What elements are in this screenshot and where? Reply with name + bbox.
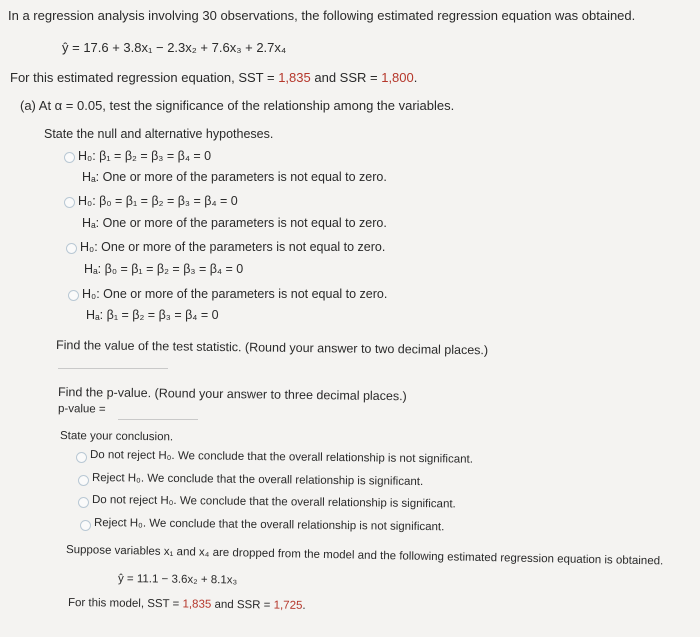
- hypotheses-prompt: State the null and alternative hypotheses.: [44, 127, 274, 141]
- hypothesis-option-3-radio[interactable]: [66, 243, 77, 254]
- sst-value: 1,835: [278, 70, 311, 85]
- model-sst-ssr-statement: [68, 597, 306, 612]
- model-sst-value: 1,835: [182, 598, 212, 611]
- reduced-regression-equation: ŷ = 11.1 − 3.6x₂ + 8.1x₃: [117, 573, 238, 587]
- hypothesis-option-4-h0: H₀: One or more of the parameters is not equal to zero.: [82, 287, 388, 301]
- sst-ssr-statement: [10, 70, 417, 85]
- hypothesis-option-3-ha: Hₐ: β₀ = β₁ = β₂ = β₃ = β₄ = 0: [84, 262, 244, 276]
- ssr-mid: and SSR =: [310, 70, 382, 85]
- part-a-question: (a) At α = 0.05, test the significance of the relationship among the variables.: [20, 98, 455, 113]
- test-statistic-input[interactable]: [58, 368, 168, 369]
- conclusion-option-1-text: Do not reject H₀. We conclude that the overall relationship is not significant.: [89, 449, 474, 466]
- hypothesis-option-1-ha: Hₐ: One or more of the parameters is not equal to zero.: [82, 170, 387, 184]
- ssr-end: .: [413, 70, 418, 85]
- model-ssr-end: .: [302, 599, 306, 612]
- conclusion-option-2-text: Reject H₀. We conclude that the overall relationship is significant.: [91, 472, 424, 489]
- dropped-variables-text: Suppose variables x₁ and x₄ are dropped from the model and the following estimated regression equation is obtained.: [65, 544, 664, 568]
- intro-text: In a regression analysis involving 30 observations, the following estimated regression equation was obtained.: [8, 8, 636, 23]
- hypothesis-option-2-ha: Hₐ: One or more of the parameters is not equal to zero.: [82, 216, 387, 230]
- hypothesis-option-4-ha: Hₐ: β₁ = β₂ = β₃ = β₄ = 0: [86, 308, 219, 322]
- model-sst-prefix: For this model, SST =: [67, 597, 183, 611]
- conclusion-option-4-radio[interactable]: [80, 520, 91, 531]
- pvalue-prompt: Find the p-value. (Round your answer to three decimal places.): [57, 385, 407, 404]
- hypothesis-option-1-h0: H₀: β₁ = β₂ = β₃ = β₄ = 0: [78, 149, 212, 163]
- model-ssr-value: 1,725: [273, 599, 303, 612]
- hypothesis-option-4-radio[interactable]: [68, 290, 79, 301]
- conclusion-option-3-radio[interactable]: [78, 497, 89, 508]
- hypothesis-option-1-radio[interactable]: [64, 152, 75, 163]
- conclusion-option-4-text: Reject H₀. We conclude that the overall relationship is not significant.: [93, 517, 445, 534]
- pvalue-input[interactable]: [118, 419, 198, 420]
- conclusion-option-3-text: Do not reject H₀. We conclude that the overall relationship is significant.: [91, 494, 456, 511]
- hypothesis-option-2-h0: H₀: β₀ = β₁ = β₂ = β₃ = β₄ = 0: [78, 194, 238, 208]
- pvalue-label: p-value =: [57, 403, 106, 416]
- regression-equation: ŷ = 17.6 + 3.8x₁ − 2.3x₂ + 7.6x₃ + 2.7x₄: [62, 40, 287, 55]
- model-ssr-mid: and SSR =: [211, 598, 274, 612]
- test-statistic-prompt: Find the value of the test statistic. (Round your answer to two decimal places.): [55, 338, 489, 358]
- conclusion-option-1-radio[interactable]: [76, 452, 87, 463]
- sst-ssr-prefix: For this estimated regression equation, SST =: [10, 70, 279, 85]
- conclusion-prompt: State your conclusion.: [59, 430, 174, 444]
- conclusion-option-2-radio[interactable]: [78, 475, 89, 486]
- hypothesis-option-3-h0: H₀: One or more of the parameters is not equal to zero.: [80, 240, 386, 254]
- ssr-value: 1,800: [381, 70, 414, 85]
- hypothesis-option-2-radio[interactable]: [64, 197, 75, 208]
